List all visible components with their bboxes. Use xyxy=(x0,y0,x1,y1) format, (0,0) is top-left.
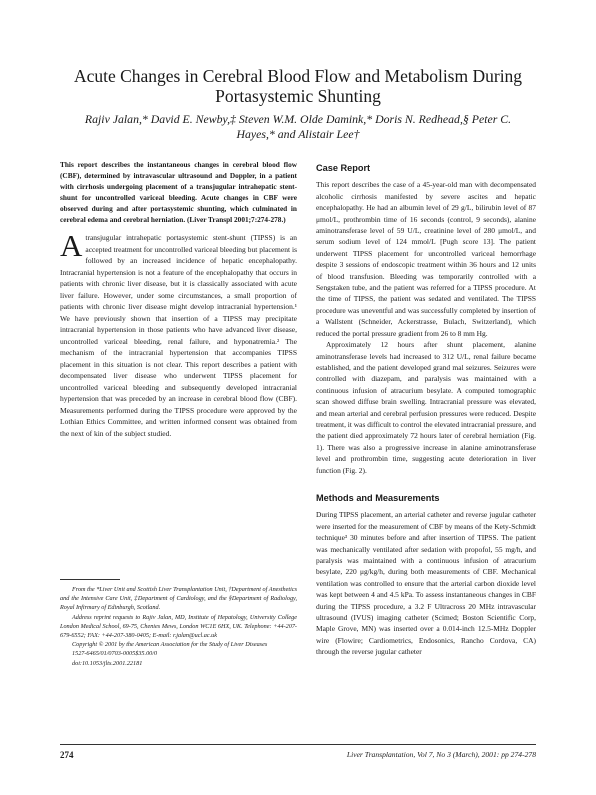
abstract-block xyxy=(60,160,297,225)
journal-citation: Liver Transplantation, Vol 7, No 3 (March), 2001: pp 274-278 xyxy=(346,750,536,759)
address-note: Address reprint requests to Rajiv Jalan, MD, Institute of Hepatology, University College London Medical School, 69-75, Chenies Mews, London WC1E 6HX, UK. Telephone: +44-207-679-6552; FAX: +44-207-380-0405; E-mail: r.jalan@ucl.ac.uk xyxy=(60,613,297,640)
issn-note: 1527-6465/01/0703-0005$35.00/0 xyxy=(72,650,158,658)
introduction-text: transjugular intrahepatic portasystemic stent-shunt (TIPSS) is an accepted treatment for uncontrolled variceal bleeding but placement is followed by an increased incidence of hepatic encephalopathy. Intracranial hypertension is not a feature of the encephalopathy that occurs in patients with chronic liver disease, but it is classically associated with acute liver failure. However, under some circumstances, a small proportion of patients with chronic liver disease might develop intracranial hypertension.¹ We have previously shown that insertion of a TIPSS may precipitate intracranial hypertension in those patients who have advanced liver disease, uncontrolled variceal bleeding, renal failure, and hyponatremia.² The mechanism of the intracranial hypertension that accompanies TIPSS placement in this situation is not clear. This report describes a patient with decompensated liver disease who underwent TIPSS placement for uncontrolled variceal bleeding and subsequently developed intracranial hypertension that was preceded by an increase in cerebral blood flow (CBF). Measurements performed during the TIPSS procedure were approved by the Lothian Ethics Committee, and written informed consent was obtained from the next of kin of the subject studied. xyxy=(60,233,297,438)
introduction-paragraph xyxy=(60,228,297,439)
case-report-heading: Case Report xyxy=(316,163,371,173)
introduction-block xyxy=(60,228,297,439)
footnote-divider xyxy=(60,579,120,580)
page-number: 274 xyxy=(60,750,74,760)
case-report-paragraph-2: Approximately 12 hours after shunt placement, alanine aminotransferase levels had increased to 312 U/L, renal failure became established, and the patient developed grand mal seizures. Seizures were controlled with diazepam, and paralysis was maintained with a continuous infusion of atracurium besylate. A computed tomographic scan showed diffuse brain swelling. Intracranial pressure was elevated, and mean arterial and cerebral perfusion pressures were reduced. Despite treatment, it was difficult to control the elevated intracranial pressure, and the patient died approximately 72 hours later of cerebral herniation (Fig. 1). There was also a progressive increase in alanine aminotransferase level and prothrombin time, suggesting acute deterioration in liver function (Fig. 2). xyxy=(316,340,537,475)
affiliations-note: From the *Liver Unit and Scottish Liver Transplantation Unit, †Department of Anesthetics and the Intensive Care Unit, ‡Department of Cardiology, and the §Department of Radiology, Royal Infirmary of Edinburgh, Scotland. xyxy=(60,586,297,612)
abstract-text: This report describes the instantaneous changes in cerebral blood flow (CBF), determined by intravascular ultrasound and Doppler, in a patient with cirrhosis undergoing placement of a transjugular intrahepatic stent-shunt for uncontrolled variceal bleeding. Acute changes in CBF were observed during and after portasystemic shunting, which culminated in cerebral edema and cerebral herniation. (Liver Transpl 2001;7:274-278.) xyxy=(60,160,297,224)
article-title: Acute Changes in Cerebral Blood Flow and Metabolism During Portasystemic Shunting xyxy=(73,66,523,106)
methods-paragraph-1: During TIPSS placement, an arterial catheter and reverse jugular catheter were inserted for the measurement of CBF by means of the Kety-Schmidt technique³ 30 minutes before and after insertion of TIPSS. The patient was mechanically ventilated after sedation with propofol, 55 mg/h, and paralysis was maintained with a continuous infusion of atracurium besylate, 220 μg/kg/h, during both measurements of CBF. Mechanical ventilation was controlled to ensure that the arterial carbon dioxide level was kept between 4 and 4.5 kPa. To assess instantaneous changes in CBF during the TIPSS procedure, a 3.2 F Ultracross 20 MHz intravascular ultrasound (IVUS) imaging catheter (Scimed; Boston Scientific Corp, Maple Grove, MN) was inserted over a 0.014-inch 12.5-MHz Doppler wire (Flowire; Cardiometrics, Endosonics, Rancho Cordova, CA) through the reverse jugular catheter xyxy=(316,510,536,657)
author-list: Rajiv Jalan,* David E. Newby,‡ Steven W.M. Olde Damink,* Doris N. Redhead,§ Peter C. Hayes,* and Alistair Lee† xyxy=(84,112,512,141)
methods-heading: Methods and Measurements xyxy=(316,492,440,503)
case-report-paragraph-1: This report describes the case of a 45-year-old man with decompensated alcoholic cirrhosis manifested by severe ascites and hepatic encephalopathy. He had an albumin level of 29 g/L, bilirubin level of 87 μmol/L, prothrombin time of 16 seconds (control, 9 seconds), alanine aminotransferase level of 59 U/L, creatinine level of 280 μmol/L, and serum sodium level of 124 mmol/L [Pugh score 13]. The patient underwent TIPSS placement for uncontrolled variceal hemorrhage despite 3 sessions of endoscopic treatment within 36 hours and 12 units of blood transfusion. Bleeding was temporarily controlled with a Sengstaken tube, and the patient was referred for a TIPSS procedure. At the time of TIPSS, the patient was sedated and ventilated. The TIPSS procedure was uneventful and was successfully completed by insertion of a Wallstent (Schneider, Ackerstrasse, Bulach, Switzerland), which reduced the portal pressure gradient from 26 to 8 mm Hg. xyxy=(316,180,536,338)
copyright-note: Copyright © 2001 by the American Association for the Study of Liver Diseases xyxy=(72,641,268,649)
footnotes-block xyxy=(60,585,297,668)
page-footer-divider xyxy=(60,744,536,745)
right-column xyxy=(316,163,536,658)
doi-note: doi:10.1053/jlts.2001.22181 xyxy=(72,659,143,667)
drop-cap: A xyxy=(60,228,83,263)
